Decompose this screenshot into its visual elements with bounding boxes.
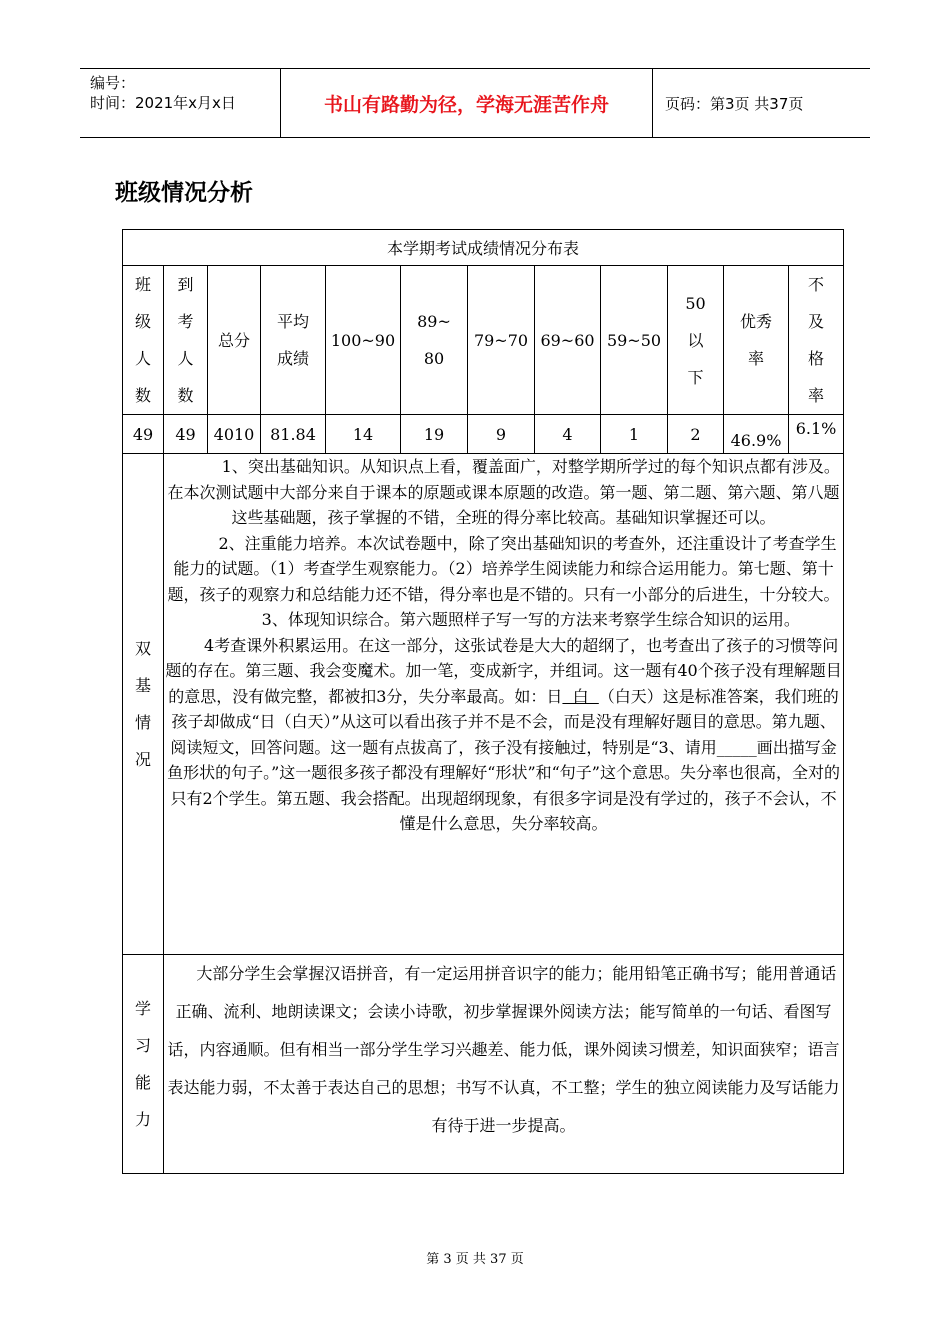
- basics-paragraph-4: [164, 633, 843, 837]
- basics-label: 双基情况: [135, 639, 152, 769]
- header-fail-rate: 不及格率: [808, 275, 825, 405]
- header-cell: [724, 266, 789, 415]
- page-footer: 第 3 页 共 37 页: [426, 1252, 524, 1267]
- value-fail-rate: 6.1%: [789, 415, 844, 454]
- value-average: 81.84: [261, 415, 326, 454]
- basics-p4-part-b: （白天）这是标准答案，我们班的孩子却做成“日（白天）”从这可以看出孩子并不是不会，而是没有理解好题目的意思。第九题、阅读短文，回答问题。这一题有点拔高了，孩子没有接触过，特别是“3、请用: [170, 686, 839, 757]
- header-class-size: 班级人数: [135, 275, 152, 405]
- ability-label-cell: [123, 955, 164, 1174]
- header-cell: [164, 266, 208, 415]
- basics-content: [164, 454, 844, 955]
- basics-p4-blank: _____: [716, 737, 757, 757]
- header-cell: [789, 266, 844, 415]
- value-total: 4010: [208, 415, 261, 454]
- value-range-69-60: 4: [535, 415, 601, 454]
- header-range-79-70: 79~70: [468, 266, 535, 415]
- score-table: [122, 229, 844, 1174]
- header-page-number: 页码：第3页 共37页: [665, 94, 804, 113]
- ability-row: [123, 955, 844, 1174]
- page-header: [80, 68, 870, 138]
- serial-label: 编号：: [90, 74, 136, 92]
- header-excellent-rate: 优秀率: [740, 312, 773, 368]
- header-cell: [401, 266, 468, 415]
- table-header-row: [123, 266, 844, 415]
- basics-p4-underline: 白: [562, 686, 599, 706]
- header-range-69-60: 69~60: [535, 266, 601, 415]
- header-range-100-90: 100~90: [326, 266, 401, 415]
- value-excellent-rate: 46.9%: [724, 415, 789, 454]
- header-total: 总分: [208, 266, 261, 415]
- header-cell: [261, 266, 326, 415]
- table-caption: 本学期考试成绩情况分布表: [123, 230, 844, 266]
- header-range-89-80: 89~80: [417, 312, 451, 368]
- value-range-79-70: 9: [468, 415, 535, 454]
- ability-label: 学习能力: [135, 999, 152, 1129]
- header-cell: [668, 266, 724, 415]
- basics-p4-part-a: 4考查课外积累运用。在这一部分，这张试卷是大大的超纲了，也考查出了孩子的习惯等问题的存在。第三题、我会变魔术。加一笔，变成新字，并组词。这一题有40个孩子没有理解题目的意思，没有做完整，都被扣3分，失分率最高。如：日: [165, 635, 842, 706]
- value-range-89-80: 19: [401, 415, 468, 454]
- ability-content: [164, 955, 844, 1174]
- basics-paragraph-1: 1、突出基础知识。从知识点上看，覆盖面广，对整学期所学过的每个知识点都有涉及。在本次测试题中大部分来自于课本的原题或课本原题的改造。第一题、第二题、第六题、第八题这些基础题，孩子掌握的不错，全班的得分率比较高。基础知识掌握还可以。: [167, 457, 840, 527]
- basics-label-cell: [123, 454, 164, 955]
- header-attendance: 到考人数: [177, 275, 194, 405]
- value-below-50: 2: [668, 415, 724, 454]
- value-attendance: 49: [164, 415, 208, 454]
- header-average: 平均成绩: [277, 312, 310, 368]
- value-range-100-90: 14: [326, 415, 401, 454]
- header-motto: 书山有路勤为径，学海无涯苦作舟: [281, 69, 653, 137]
- header-cell: [123, 266, 164, 415]
- basics-paragraph-3: 3、体现知识综合。第六题照样子写一写的方法来考察学生综合知识的运用。: [261, 610, 800, 629]
- header-range-59-50: 59~50: [601, 266, 668, 415]
- ability-paragraph: 大部分学生会掌握汉语拼音，有一定运用拼音识字的能力；能用铅笔正确书写；能用普通话正确、流利、地朗读课文；会读小诗歌，初步掌握课外阅读方法；能写简单的一句话、看图写话，内容通顺。但有相当一部分学生学习兴趣差、能力低，课外阅读习惯差，知识面狭窄；语言表达能力弱，不太善于表达自己的思想；书写不认真，不工整；学生的独立阅读能力及写话能力有待于进一步提高。: [167, 964, 840, 1135]
- header-below-50: 50以下: [685, 293, 706, 387]
- basics-p4-part-c: 画出描写金鱼形状的句子。”这一题很多孩子都没有理解好“形状”和“句子”这个意思。失分率也很高，全对的只有2个学生。第五题、我会搭配。出现超纲现象，有很多字词是没有学过的，孩子不会认，不懂是什么意思，失分率较高。: [167, 737, 840, 833]
- basics-row: [123, 454, 844, 955]
- table-row: [123, 415, 844, 454]
- value-class-size: 49: [123, 415, 164, 454]
- time-label: 时间：2021年x月x日: [90, 94, 236, 112]
- value-range-59-50: 1: [601, 415, 668, 454]
- document-title: 班级情况分析: [115, 180, 253, 206]
- basics-paragraph-2: 2、注重能力培养。本次试卷题中，除了突出基础知识的考查外，还注重设计了考查学生能力的试题。（1）考查学生观察能力。（2）培养学生阅读能力和综合运用能力。第七题、第十题，孩子的观察力和总结能力还不错，得分率也是不错的。只有一小部分的后进生，十分较大。: [167, 533, 840, 604]
- header-meta: [80, 69, 281, 137]
